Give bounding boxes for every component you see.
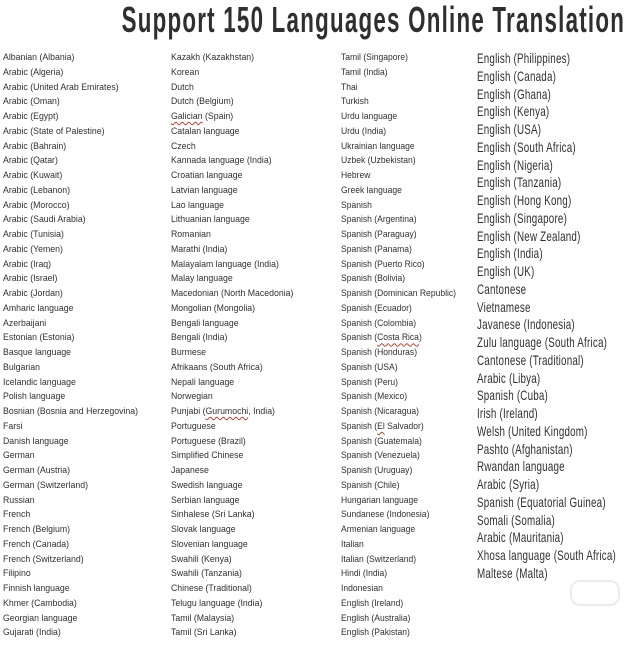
- language-item: Somali (Somalia): [477, 511, 555, 528]
- language-item: Spanish (Dominican Republic): [341, 288, 457, 299]
- language-item: Sundanese (Indonesia): [341, 509, 430, 521]
- language-item: Vietnamese: [477, 298, 531, 315]
- language-item: Czech: [171, 140, 196, 152]
- language-item: Welsh (United Kingdom): [477, 422, 588, 439]
- language-item: Afrikaans (South Africa): [171, 361, 263, 373]
- language-item: French (Canada): [3, 538, 70, 550]
- language-item: Rwandan language: [477, 458, 565, 475]
- language-item: Cantonese (Traditional): [477, 351, 584, 368]
- language-item: Malay language: [171, 273, 233, 285]
- language-item: Spanish (Honduras): [341, 347, 418, 358]
- language-item: Tamil (Sri Lanka): [171, 627, 237, 639]
- language-item: Arabic (Lebanon): [3, 184, 71, 196]
- language-item: Swedish language: [171, 479, 243, 491]
- language-item: Spanish (Bolivia): [341, 273, 406, 285]
- language-item: Burmese: [171, 347, 206, 358]
- language-item: Spanish (Nicaragua): [341, 406, 419, 417]
- language-item: Slovenian language: [171, 538, 248, 550]
- language-item: Polish language: [3, 391, 66, 403]
- language-item: German: [3, 450, 35, 462]
- language-item: Urdu (India): [341, 125, 387, 137]
- language-item: Spanish (Colombia): [341, 317, 417, 329]
- language-item: Hindi (India): [341, 568, 388, 580]
- language-item: Bengali language: [171, 317, 239, 329]
- language-item: Swahili (Kenya): [171, 553, 232, 565]
- language-item: English (Kenya): [477, 103, 550, 120]
- language-item: Ukrainian language: [341, 140, 415, 152]
- language-item: Arabic (Oman): [3, 96, 60, 108]
- watermark-artifact: [570, 580, 620, 606]
- language-item: Thai: [341, 81, 358, 93]
- language-item: English (Australia): [341, 612, 411, 624]
- language-item: Arabic (Morocco): [3, 199, 70, 211]
- language-item: Serbian language: [171, 494, 240, 506]
- language-item: Nepali language: [171, 376, 235, 388]
- spellcheck-squiggle-text: Galician: [171, 111, 203, 122]
- language-column-1: [3, 51, 138, 641]
- language-item: Hebrew: [341, 170, 371, 181]
- language-item: Arabic (Israel): [3, 273, 58, 285]
- language-item: Portuguese: [171, 420, 216, 432]
- language-item: Uzbek (Uzbekistan): [341, 155, 416, 167]
- language-item: Arabic (Jordan): [3, 288, 63, 299]
- language-item: Turkish: [341, 96, 369, 108]
- language-item: Spanish (Guatemala): [341, 435, 422, 447]
- language-item: Javanese (Indonesia): [477, 316, 575, 333]
- language-item: Latvian language: [171, 184, 238, 196]
- language-item: English (Ireland): [341, 597, 404, 609]
- language-item: English (South Africa): [477, 138, 576, 155]
- language-item: Georgian language: [3, 612, 78, 624]
- language-item: Galician (Spain): [171, 111, 234, 122]
- language-item: English (India): [477, 245, 543, 262]
- spellcheck-squiggle-text: El: [377, 420, 385, 432]
- language-item: Zulu language (South Africa): [477, 334, 608, 350]
- language-item: Spanish (Paraguay): [341, 229, 417, 240]
- language-item: Amharic language: [3, 302, 74, 314]
- language-column-3: [341, 51, 456, 641]
- language-item: Arabic (Tunisia): [3, 229, 64, 240]
- language-item: Khmer (Cambodia): [3, 597, 77, 609]
- language-item: Telugu language (India): [171, 597, 263, 609]
- language-item: Icelandic language: [3, 376, 76, 388]
- language-column-4: [477, 50, 616, 583]
- language-item: Norwegian: [171, 391, 213, 403]
- language-item: Azerbaijani: [3, 317, 47, 329]
- language-item: Japanese: [171, 465, 209, 476]
- language-item: Basque language: [3, 347, 72, 358]
- language-item: Maltese (Malta): [477, 564, 548, 581]
- language-item: Spanish (Cuba): [477, 387, 549, 404]
- language-item: Spanish (Mexico): [341, 391, 408, 403]
- language-item: Arabic (Qatar): [3, 155, 58, 167]
- language-item: Tamil (Singapore): [341, 52, 409, 63]
- language-item: Spanish (Uruguay): [341, 465, 413, 476]
- language-item: Arabic (Syria): [477, 476, 540, 492]
- language-item: German (Austria): [3, 465, 71, 476]
- language-item: Macedonian (North Macedonia): [171, 288, 294, 299]
- language-item: Farsi: [3, 420, 23, 432]
- language-item: Malayalam language (India): [171, 258, 279, 270]
- language-item: Arabic (Mauritania): [477, 529, 564, 546]
- language-item: Lao language: [171, 199, 224, 211]
- language-item: English (Nigeria): [477, 156, 554, 173]
- language-item: Cantonese: [477, 280, 527, 297]
- language-item: Finnish language: [3, 583, 70, 594]
- language-item: Gujarati (India): [3, 627, 61, 639]
- language-item: Chinese (Traditional): [171, 583, 252, 594]
- language-item: Croatian language: [171, 170, 243, 181]
- language-item: Bosnian (Bosnia and Herzegovina): [3, 406, 139, 417]
- language-item: Spanish (Equatorial Guinea): [477, 493, 606, 510]
- spellcheck-squiggle-text: Costa Rica: [377, 332, 419, 344]
- language-item: Simplified Chinese: [171, 450, 244, 462]
- language-item: English (Canada): [477, 67, 557, 84]
- language-item: English (Singapore): [477, 209, 568, 226]
- language-item: Lithuanian language: [171, 214, 250, 226]
- language-item: Urdu language: [341, 111, 398, 122]
- language-item: Spanish (Ecuador): [341, 302, 412, 314]
- language-item: Italian (Switzerland): [341, 553, 417, 565]
- language-item: Spanish: [341, 199, 372, 211]
- language-item: Arabic (Libya): [477, 369, 541, 386]
- language-item: Spanish (Chile): [341, 479, 400, 491]
- language-item: Arabic (Kuwait): [3, 170, 63, 181]
- language-item: Spanish (Peru): [341, 376, 399, 388]
- language-item: Italian: [341, 538, 364, 550]
- language-item: English (Tanzania): [477, 174, 562, 191]
- language-item: Kannada language (India): [171, 155, 272, 167]
- language-item: Irish (Ireland): [477, 405, 538, 421]
- language-item: English (Hong Kong): [477, 192, 572, 208]
- language-item: Indonesian: [341, 583, 383, 594]
- language-item: Kazakh (Kazakhstan): [171, 52, 255, 63]
- language-item: Slovak language: [171, 524, 236, 535]
- language-item: Arabic (Egypt): [3, 111, 59, 122]
- language-item: English (Pakistan): [341, 627, 410, 639]
- language-item: Korean: [171, 66, 200, 78]
- language-item: Romanian: [171, 229, 211, 240]
- language-item: English (UK): [477, 263, 535, 279]
- language-item: Bengali (India): [171, 332, 228, 344]
- language-item: English (New Zealand): [477, 227, 581, 244]
- language-item: Mongolian (Mongolia): [171, 302, 256, 314]
- language-item: Arabic (Yemen): [3, 243, 63, 255]
- language-item: Punjabi (Gurumochi, India): [171, 406, 275, 417]
- language-item: English (USA): [477, 121, 542, 137]
- language-item: Hungarian language: [341, 494, 419, 506]
- language-item: Catalan language: [171, 125, 240, 137]
- spellcheck-squiggle-text: Gurumochi: [205, 406, 249, 417]
- language-item: Arabic (Bahrain): [3, 140, 67, 152]
- language-item: English (Ghana): [477, 85, 551, 102]
- language-item: French (Switzerland): [3, 553, 84, 565]
- language-item: Russian: [3, 494, 35, 506]
- language-item: Marathi (India): [171, 243, 228, 255]
- language-item: Pashto (Afghanistan): [477, 440, 573, 457]
- language-item: Spanish (Puerto Rico): [341, 258, 425, 270]
- language-item: Arabic (Algeria): [3, 66, 64, 78]
- language-item: Albanian (Albania): [3, 52, 75, 63]
- language-item: Arabic (United Arab Emirates): [3, 81, 119, 93]
- language-item: Spanish (Costa Rica): [341, 332, 422, 344]
- language-item: Bulgarian: [3, 361, 40, 373]
- language-item: Arabic (State of Palestine): [3, 125, 105, 137]
- language-column-2: [171, 51, 293, 641]
- language-item: English (Philippines): [477, 50, 571, 66]
- language-item: Armenian language: [341, 524, 416, 535]
- language-item: German (Switzerland): [3, 479, 88, 491]
- language-item: Greek language: [341, 184, 402, 196]
- language-item: Spanish (El Salvador): [341, 420, 424, 432]
- language-item: Dutch (Belgium): [171, 96, 234, 108]
- language-item: Danish language: [3, 435, 69, 447]
- language-item: Arabic (Saudi Arabia): [3, 214, 86, 226]
- language-item: Estonian (Estonia): [3, 332, 75, 344]
- language-item: Spanish (Panama): [341, 243, 412, 255]
- language-item: French: [3, 509, 31, 521]
- language-item: Tamil (India): [341, 66, 388, 78]
- language-item: Spanish (USA): [341, 361, 398, 373]
- language-item: Swahili (Tanzania): [171, 568, 242, 580]
- language-item: Tamil (Malaysia): [171, 612, 235, 624]
- language-item: Portuguese (Brazil): [171, 435, 246, 447]
- language-item: Spanish (Venezuela): [341, 450, 420, 462]
- language-item: Xhosa language (South Africa): [477, 547, 617, 563]
- language-item: Filipino: [3, 568, 31, 580]
- language-item: Spanish (Argentina): [341, 214, 417, 226]
- language-item: Sinhalese (Sri Lanka): [171, 509, 255, 521]
- language-item: Dutch: [171, 81, 194, 93]
- language-item: Arabic (Iraq): [3, 258, 52, 270]
- page-title: Support 150 Languages Online Translation: [121, 0, 626, 40]
- language-item: French (Belgium): [3, 524, 71, 535]
